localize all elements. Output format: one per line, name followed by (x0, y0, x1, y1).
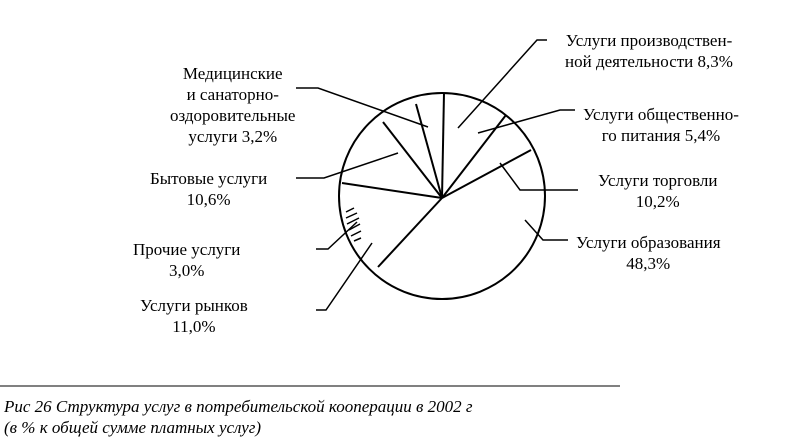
label-line: 48,3% (626, 254, 671, 273)
slice-boundary (383, 122, 442, 198)
label-production-services (565, 30, 733, 72)
leader-line-medical (296, 88, 428, 127)
figure-caption (4, 396, 473, 438)
label-household-services (150, 168, 267, 210)
label-line: Услуги общественно- (583, 105, 739, 124)
label-line: го питания 5,4% (601, 126, 721, 145)
label-line: Услуги производствен- (565, 31, 733, 50)
leader-line-catering (478, 110, 575, 133)
leader-line-trade (500, 163, 578, 190)
label-line: услуги 3,2% (188, 127, 278, 146)
slice-boundary (342, 183, 442, 198)
label-line: 3,0% (168, 261, 205, 280)
leader-line-education (525, 220, 568, 240)
label-line: оздоровительные (170, 106, 296, 125)
slice-boundary (416, 104, 442, 198)
label-catering-services (583, 104, 739, 146)
slice-boundary (442, 150, 531, 198)
leader-line-markets (316, 243, 372, 310)
leader-line-production (458, 40, 547, 128)
caption-line: Рис 26 Структура услуг в потребительской кооперации в 2002 г (4, 397, 473, 416)
label-other-services (133, 239, 240, 281)
label-market-services (140, 295, 248, 337)
label-line: Услуги рынков (140, 296, 248, 315)
slice-boundary (442, 93, 444, 198)
label-line: 10,6% (186, 190, 231, 209)
label-line: Услуги образования (576, 233, 721, 252)
label-line: Медицинские (182, 64, 283, 83)
label-line: ной деятельности 8,3% (565, 52, 733, 71)
label-medical-services (170, 63, 295, 147)
caption-line: (в % к общей сумме платных услуг) (4, 418, 262, 437)
label-trade-services (598, 170, 717, 212)
slice-boundary (378, 198, 442, 267)
label-line: 11,0% (172, 317, 216, 336)
label-line: 10,2% (635, 192, 680, 211)
label-line: Прочие услуги (133, 240, 241, 259)
label-line: Бытовые услуги (150, 169, 268, 188)
label-education-services (576, 232, 721, 274)
label-line: и санаторно- (186, 85, 279, 104)
label-line: Услуги торговли (598, 171, 718, 190)
